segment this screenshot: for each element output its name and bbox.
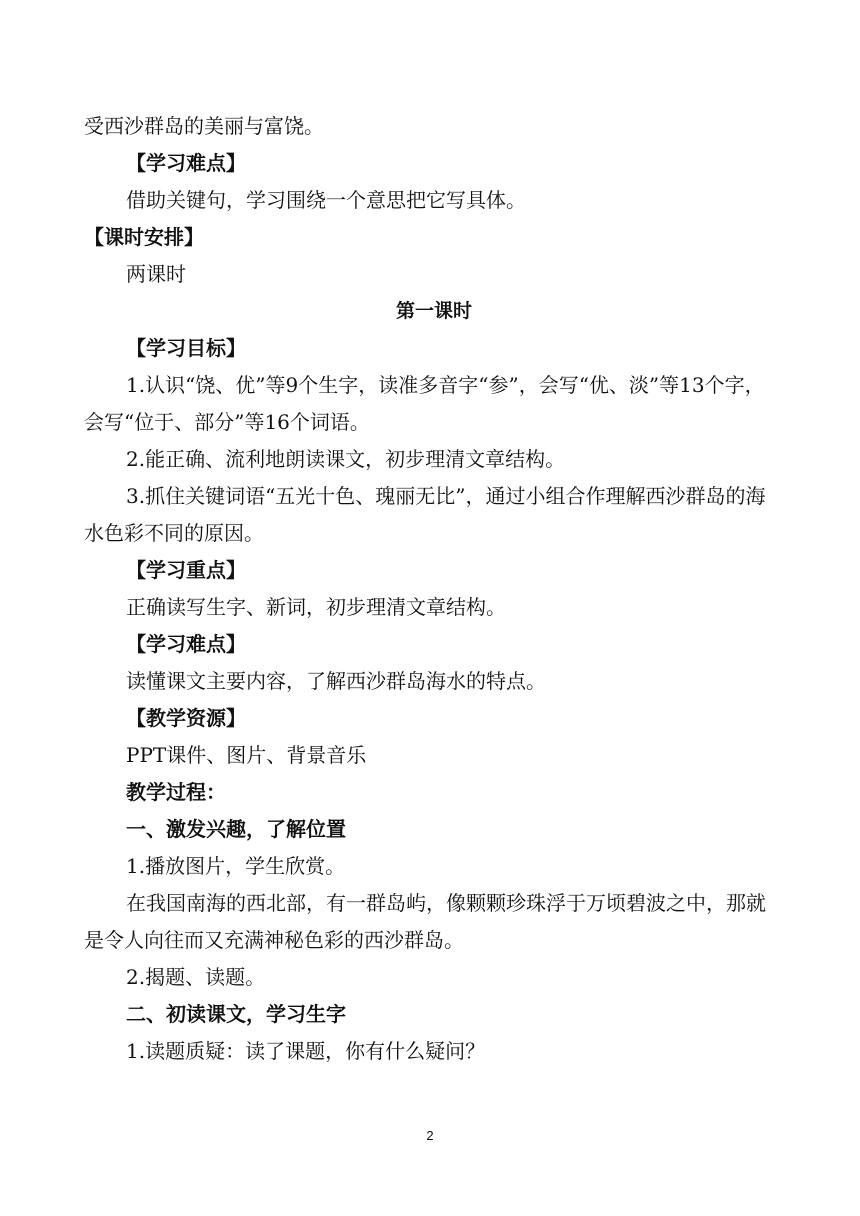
page-number: 2 bbox=[426, 1128, 434, 1143]
goal-item-2: 2.能正确、流利地朗读课文，初步理清文章结构。 bbox=[126, 447, 566, 471]
section-heading-learning-focus: 【学习重点】 bbox=[126, 558, 246, 582]
section-heading-learning-difficulty: 【学习难点】 bbox=[126, 151, 246, 175]
paragraph-text: 读懂课文主要内容，了解西沙群岛海水的特点。 bbox=[126, 669, 546, 693]
section-heading-learning-difficulty: 【学习难点】 bbox=[126, 632, 246, 656]
step-heading-1: 一、激发兴趣，了解位置 bbox=[126, 817, 346, 841]
goal-item-3: 3.抓住关键词语“五光十色、瑰丽无比”，通过小组合作理解西沙群岛的海水色彩不同的原因。 bbox=[84, 484, 766, 545]
document-page bbox=[84, 108, 784, 1070]
paragraph-text: 两课时 bbox=[126, 262, 186, 286]
paragraph-text: 在我国南海的西北部，有一群岛屿，像颗颗珍珠浮于万顷碧波之中，那就是令人向往而又充满神秘色彩的西沙群岛。 bbox=[84, 891, 766, 952]
paragraph-text: 受西沙群岛的美丽与富饶。 bbox=[84, 114, 324, 138]
step-item: 1.播放图片，学生欣赏。 bbox=[126, 854, 346, 878]
paragraph-text: 借助关键句，学习围绕一个意思把它写具体。 bbox=[126, 188, 526, 212]
paragraph-text: PPT课件、图片、背景音乐 bbox=[126, 743, 367, 767]
goal-item-1: 1.认识“饶、优”等9个生字，读准多音字“参”，会写“优、淡”等13个字，会写“位于、部分”等16个词语。 bbox=[84, 373, 765, 434]
section-heading-teaching-resources: 【教学资源】 bbox=[126, 706, 246, 730]
section-heading-class-arrangement: 【课时安排】 bbox=[84, 225, 204, 249]
step-item: 2.揭题、读题。 bbox=[126, 965, 266, 989]
step-heading-2: 二、初读课文，学习生字 bbox=[126, 1002, 346, 1026]
section-heading-learning-goals: 【学习目标】 bbox=[126, 336, 246, 360]
teaching-process-label: 教学过程： bbox=[126, 780, 226, 804]
lesson-title: 第一课时 bbox=[395, 300, 472, 322]
paragraph-text: 正确读写生字、新词，初步理清文章结构。 bbox=[126, 595, 506, 619]
step-item: 1.读题质疑：读了课题，你有什么疑问？ bbox=[126, 1039, 486, 1063]
